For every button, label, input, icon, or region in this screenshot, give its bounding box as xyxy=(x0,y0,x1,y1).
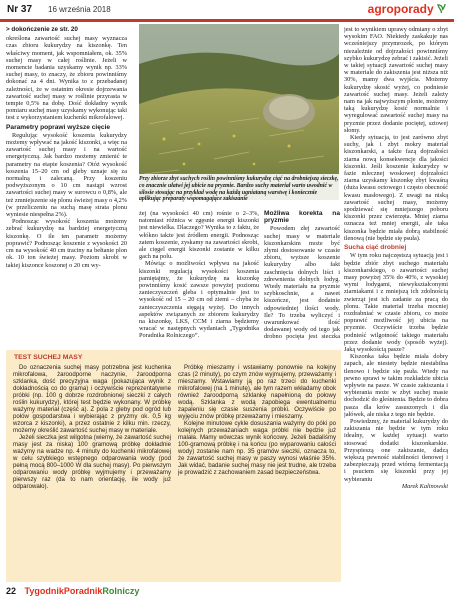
page-number: 22 xyxy=(6,586,17,596)
leaf-icon xyxy=(437,3,446,14)
article-column-1 xyxy=(6,26,127,341)
footer-title-part: Rolniczy xyxy=(102,586,140,596)
footer-title-part: Poradnik xyxy=(63,586,103,596)
dry-matter-test-box xyxy=(6,350,341,582)
paragraph: Kiedy sytuacja, to jest zarówno zbyt suchy, jak i zbyt mokry materiał kiszonkarski, a także fazą dojrzałości ziarna nową konsekwencje dla jakości kiszonki. Jeśli koszenie kukurydzy w fazie mlecznej woskowej dojrzałości ziarna uzyskamy kiszonkę zbyt kwaśną (duża kwasu octowego i często obecność kwasu masłowego). Z uwagi na niską zawartość suchej masy, możemy spodziewać się mniejszego poboru kiszonki przez zwierzęta. Mniej ziarna oznacza też mniej energii, ale taka kiszonka będzie miała dobrą stabilność tlenową (nie będzie się psuła). xyxy=(344,134,448,242)
header-rule xyxy=(0,19,454,22)
issue-date: 16 września 2018 xyxy=(48,5,111,14)
paragraph: Do oznaczenia suchej masy potrzebna jest kuchenka mikrofalowa, żaroodporne naczynie, żaroodporna szklanka, dość precyzyjna waga (pokazująca wynik z dokładnością co do grama) i oczywiście reprezentatywne próbki (np. 100 g dobrze rozdrobnionej sieczki z całych roślin kukurydzy), której test będzie wykonany. W próbkę ważymy materiał (część a). Z pola z gleby pod ogród lub połów gospodarstwa i wybierając z pryzmy ok. 0,5 kg wzorca z kiszonki), a przez ostatnie z kilku min. rzeczy, możemy określić zawartość suchej masy w materiale. xyxy=(13,364,171,434)
paragraph: Powiedzmy, że materiał kukurydzy do zakiszania nie będzie w tym roku idealny, w każdej sytuacji warto stosować dodatki kiszonkarskie. Przyspieszą one zakiszanie, dadzą większą pewność stabilności tlenowej i zabezpieczają przed wtórną fermentacją i psuciem się kiszonki przy jej wybieraniu xyxy=(344,417,448,483)
section-heading: Parametry poprawi wyższe cięcie xyxy=(6,123,111,131)
page-footer xyxy=(6,586,139,596)
box-column-left xyxy=(13,364,171,579)
author-signature: Marek Kalinowski xyxy=(401,482,448,490)
photo-caption: Przy zbiorze zbyt suchych roślin powinniśmy kukurydzę ciąć na drobniejszą sieczkę, co znacznie ułatwi jej ubicie na pryzmie. Bardzo suchy materiał warto uwodnić w silosie stosując na przykład wodę na każdą ugniataną warstwę i koniecznie aplikując preparaty wspomagające zakiszanie xyxy=(139,176,339,203)
article-column-3 xyxy=(264,210,340,340)
paragraph: jest to wynikiem uprawy odmiany o zbyt wysokim FAO. Niekiedy zaskakuje nas wcześniejszy przymrozek, po którym niezależnie od dojrzałości powinniśmy szybko kukurydzę zebrać i zakisić. Jeżeli w takiej sytuacji zawartość suchej masy w materiale do zakiszenia jest niższa niż 30%, mamy dwa wyjścia. Możemy kukurydzę skosić wyżej, co podniesie zawartość suchej masy. Jeżeli zależy nam na jak najwyższym plonie, możemy taką kukurydzę kosić normalnie i wyregulować zawartość suchej masy na pryzmie przez dodanie pociętej, sztowej słomy. xyxy=(344,26,448,134)
continuation-note: > dokończenie ze str. 20 xyxy=(6,26,78,33)
paragraph: określona zawartość suchej masy wyznacza czas zbioru kukurydzy na kiszonkę. Ten właściwy moment, jak wspomniałem, ok. 35% suchej masy w całej roślinie. Jeżeli w momencie badania uzyskamy wynik np. 33% suchej masy, to znaczy, że zbioru powinniśmy dokonać za 4 dni. Wynika to z przebadanej zależności, że w ostatnim okresie dojrzewania zawartość suchej masy w roślinie przyrasta w tempie 0,5% na dobę. Dość dokładny wynik pomiaru suchej masy uzyskamy wykonując taki test z wykorzystaniem kuchenki mikrofalowej. xyxy=(6,35,127,122)
footer-title-part: Tygodnik xyxy=(24,586,64,596)
photo-illustration xyxy=(139,24,339,200)
article-column-4 xyxy=(344,26,448,581)
paragraph: Próbkę mieszamy i wstawiamy ponownie na kolejny czas (2 minuty), po czym znów wyjmujemy, przeważamy i mieszamy. Wstawiamy ją po raz trzeci do kuchenki mikrofalowej (na 1 minutę), ale tym razem wkładamy obok również żaroodporną szklankę napełnioną do połowy wodą. Szklanka z wodą zapobiega ewentualnemu zapaleniu się czasie suszenia próbki. Oczywiście po wyjęciu znów próbkę przeważamy i mieszamy. xyxy=(178,364,336,420)
paragraph: Kiszonka taka będzie miała dobry zapach, ale niestety będzie niestabilna tlenowo i będzie się psuła. Wtedy na pewno sprawi w takim rozkładzie ubicia wpływie na pasze. W czasie zakiszania i wybierania może w zbyt suchej masie dochodzić do gleśnienia. Będzie to dobra pasza dla krów zasuszonych i dla jałówek, ale niska z tego nie będzie. xyxy=(344,353,448,418)
article-column-2 xyxy=(139,210,259,340)
corn-silage-photo xyxy=(139,24,339,200)
box-title: TEST SUCHEJ MASY xyxy=(14,354,83,361)
section-heading: Sucha ciąć drobniej xyxy=(344,244,407,252)
issue-number: Nr 37 xyxy=(7,4,33,15)
box-column-right xyxy=(178,364,336,579)
section-heading: Możliwa korekta na pryzmie xyxy=(264,210,340,225)
paragraph: Jeżeli sieczka jest wilgotna (wiemy, że zawartość suchej masy jest za niska) 100 gramową próbkę dokładnie ważymy na wadze np. 4 minuty do kuchenki mikrofalowej w celu szybkiego wstępnego odparowania wody (pod pełną mocą 800–1000 W dla suchej masy). Po pierwszym odparowaniu wody próbkę wyjmujemy i przeważamy pierwszy raz (da to nam orientację, ile wody już odparowało). xyxy=(13,434,171,490)
paragraph: Regulując wysokość koszenia kukurydzy możemy wpływać na jakość kiszonki, a więc na zawartość suchej masy i na wartość energetyczną. Jak bardzo możemy zmienić te parametry na etapie koszenia? Otóż wysokość koszenia 15–20 cm od gleby uznaje się za normalną i zalecaną. Przy koszeniu podwyższonym o 10 cm nastąpi wzrost zawartości suchej masy w surowcu o 0,8%, ale też zmniejszenie się plonu świeżej masy o 4,2% (w przeliczeniu na suchą masę strata plonu wyniesie niespełna 2%). xyxy=(6,131,127,219)
brand-name: agroporady xyxy=(367,2,434,16)
paragraph: Podnosząc wysokość koszenia możemy zebrać kukurydzę na bardziej energetyczną kiszonkę. O ile ten parametr możemy poprawić? Podnosząc koszenie z wysokości 20 cm na wysokość 40 cm traciny na bełtanie plon ok. 10 ton świeżej masy. Poziom skrobi w takiej kiszonce koszonej o 20 cm wy- xyxy=(6,218,127,269)
paragraph: Powodem złej zawartość suchej masy w materiale kiszonkarskim może być złymi dostosowanie w czasie zbioru, wyższe koszenie kukurydzy albo fakt zaschnięcia dolnych liści i zdrewnienia dolnych łodyg. Wtedy materiału na pryzmie szybkoschnie, a nawet kiszeńcze, jest dodatnie odpowiedniej ilości wody. Ile? To trzeba wyliczyć i uwarunkować ilość dodawanej wody od tego jak drobno pocięta jest sieczka xyxy=(264,225,340,340)
paragraph: Mówiąc o możliwości wpływu na jakość kiszonki regulacją wysokości koszenia pamiętajmy, że kukurydzę na kiszonkę powinniśmy kosić zawsze powyżej poziomu zanieczyszczeń gleba i optymalnie jest to wysokość od 15 – 20 cm od ziemi – chyba że zanieczyszczenia sięgają wyżej. Do innych aspektów związanych ze zbiorem kukurydzy na kiszonkę, LKS, CCM i ziarna będziemy wracać w następnych wydaniach „Tygodnika Poradnika Rolniczego”. xyxy=(139,260,259,340)
paragraph: żej (na wysokości 40 cm) rośnie o 2–3%, natomiast różnica w zgęsnie energii kiszonki jest niewielka. Dlaczego? Wynika to z faktu, że włókno także jest źródłem energii. Podnosząc zatem koszenie, zyskamy na zawartości skrobi, ale cięgel energii kiszonki zostanie w kilku gach na polu. xyxy=(139,210,259,261)
paragraph: Kolejne minutowe cykle dosuszania ważymy do póki po kolejnych przeważaniach waga próbki nie będzie już malała. Mamy wówczas wynik końcowy. Jeżeli badaliśmy 100-gramową próbkę i na końcu (po wyparowaniu całości wody) zostanie nam np. 35 gramów sieczki, oznacza to, że zawartość suchej masy w paszy wynosi właśnie 35%. Jak widać, badanie suchej masy nie jest trudne, ale trzeba je prowadzić z zachowaniem zasad bezpieczeństwa. xyxy=(178,420,336,476)
paragraph: W tym roku najczęstszą sytuacją jest i będzie zbiór zbyt suchego materiału kiszonkarskiego, o zawartości suchej masy powyżej 35% do 40%, z wysokiej wymi łodygami, niewykształconymi ziarniakami i z mniejszą ich zdolnością zwierząt jest ich zadanie za pracą do plonu. Takie materiał trzeba mocniej rozdrabniać w czasie zbioru, co może poprawić możliwość jej ubicia na pryzmie. Oczywiście trzeba będzie podnieść wilgotność takiego materiału przez dodanie wody (sposób wyżej). Jaką wysokością pasze? xyxy=(344,252,448,353)
brand-logo xyxy=(368,2,446,16)
